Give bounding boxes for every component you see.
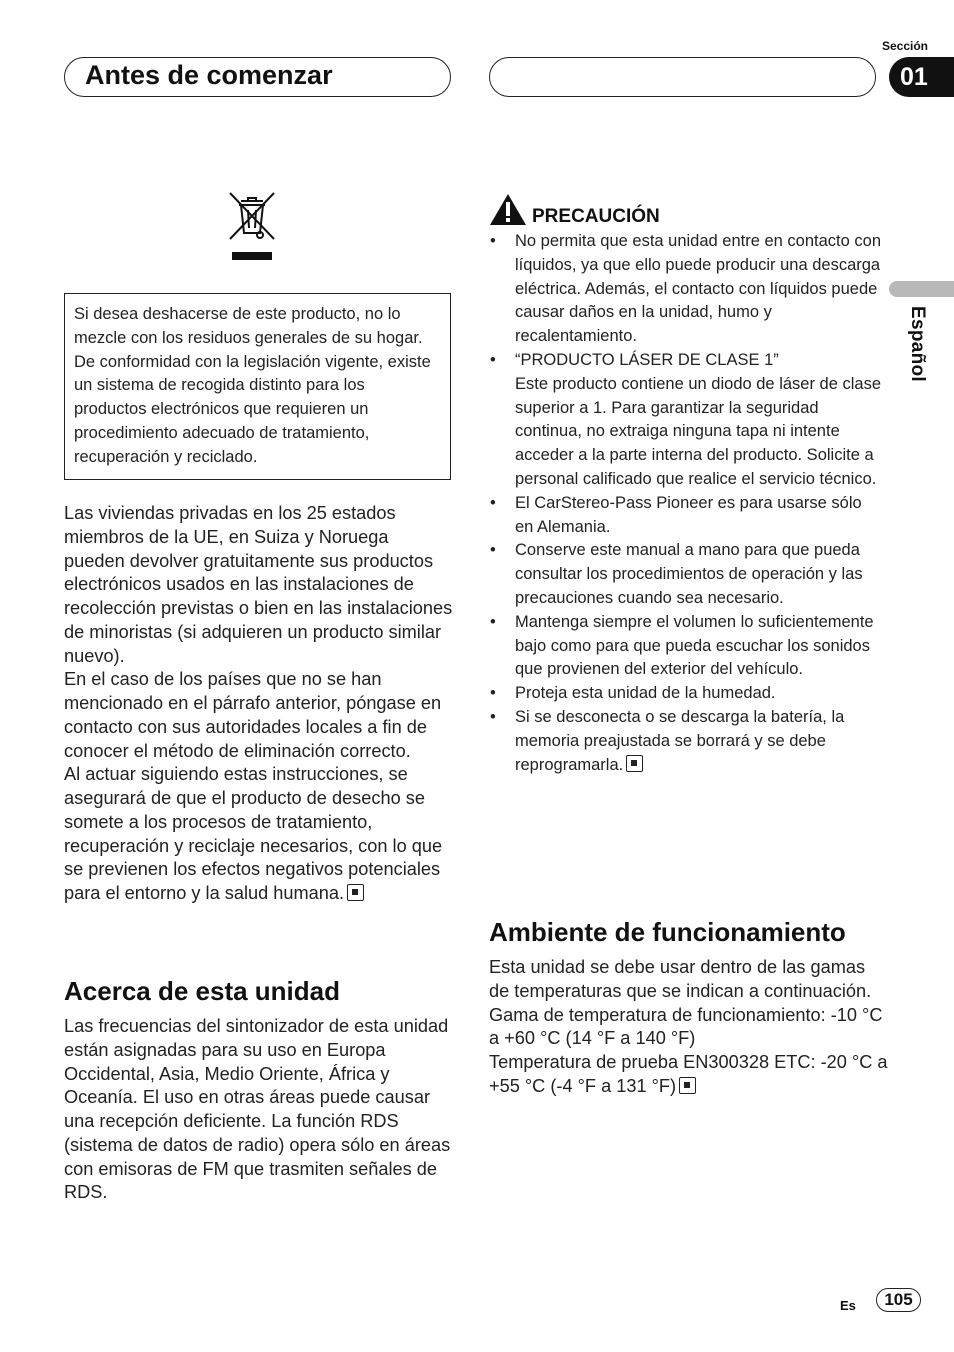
end-of-section-icon	[679, 1077, 696, 1094]
test-temperature-range: Temperatura de prueba EN300328 ETC: -20 °C a +55 °C (-4 °F a 131 °F)	[489, 1052, 888, 1096]
section-number-badge: 01	[889, 57, 954, 97]
caution-item-laser	[489, 349, 884, 492]
caution-item-liquids: • No permita que esta unidad entre en contacto con líquidos, ya que ello puede producir una descarga eléctrica. Además, el contacto con líquidos puede causar daños en la unidad, humo y recalentamiento.	[489, 230, 884, 349]
language-label: Español	[907, 306, 928, 383]
crossed-out-wheeled-bin-icon	[227, 190, 277, 262]
disposal-notice-text: Si desea deshacerse de este producto, no lo mezcle con los residuos generales de su hogar. De conformidad con la legislación vigente, existe un sistema de recogida distinto para los productos electrónicos que requieren un procedimiento adecuado de tratamiento, recuperación y reciclado.	[74, 305, 431, 466]
ambiente-intro: Esta unidad se debe usar dentro de las gamas de temperaturas que se indican a continuación.	[489, 957, 872, 1001]
section-label: Sección	[881, 39, 928, 53]
end-of-section-icon	[347, 884, 364, 901]
caution-item-battery: • Si se desconecta o se descarga la batería, la memoria preajustada se borrará y se debe reprogramarla.	[489, 706, 884, 777]
section-title: Antes de comenzar	[85, 60, 333, 90]
warning-triangle-icon	[489, 193, 527, 226]
section-title-pill	[64, 57, 451, 97]
page-number: 105	[876, 1288, 921, 1312]
acerca-body: Las frecuencias del sintonizador de esta unidad están asignadas para su uso en Europa Occidental, Asia, Medio Oriente, África y Oceanía. El uso en otras áreas puede causar una recepción deficiente. La función RDS (sistema de datos de radio) opera sólo en áreas con emisoras de FM que trasmiten señales de RDS.	[64, 1016, 451, 1203]
laser-class-label: • “PRODUCTO LÁSER DE CLASE 1”	[515, 350, 779, 369]
caution-heading: PRECAUCIÓN	[532, 206, 660, 227]
disposal-information	[64, 502, 454, 906]
disposal-paragraph-3: Al actuar siguiendo estas instrucciones, se asegurará de que el producto de desecho se somete a los procesos de tratamiento, recuperación y reciclaje necesarios, con lo que se previenen los efectos negativos potenciales para el entorno y la salud humana.	[64, 764, 443, 903]
caution-item-keep-manual: • Conserve este manual a mano para que pueda consultar los procedimientos de operación y las precauciones cuando sea necesario.	[489, 539, 884, 610]
ambiente-body	[489, 956, 889, 1099]
caution-item-humidity: • Proteja esta unidad de la humedad.	[489, 682, 884, 706]
caution-item-carstereo-pass: • El CarStereo-Pass Pioneer es para usarse sólo en Alemania.	[489, 492, 884, 540]
page-language-code: Es	[840, 1298, 856, 1313]
disposal-paragraph-2: En el caso de los países que no se han mencionado en el párrafo anterior, póngase en contacto con sus autoridades locales a fin de conocer el método de eliminación correcto.	[64, 669, 442, 761]
ambiente-heading: Ambiente de funcionamiento	[489, 917, 846, 947]
caution-item-volume: • Mantenga siempre el volumen lo suficientemente bajo como para que pueda escuchar los sonidos que provienen del exterior del vehículo.	[489, 611, 884, 682]
language-tab-marker	[889, 281, 954, 297]
disposal-paragraph-1: Las viviendas privadas en los 25 estados miembros de la UE, en Suiza y Noruega pueden devolver gratuitamente sus productos electrónicos usados en las instalaciones de recolección previstas o bien en las instalaciones de minoristas (si adquieren un producto similar nuevo).	[64, 503, 453, 666]
disposal-notice-box	[64, 293, 451, 480]
acerca-heading: Acerca de esta unidad	[64, 976, 340, 1006]
end-of-section-icon	[626, 755, 643, 772]
laser-class-detail: Este producto contiene un diodo de láser de clase superior a 1. Para garantizar la seguridad continua, no extraiga ninguna tapa ni intente acceder a la parte interna del producto. Solicite a personal calificado que realice el servicio técnico.	[515, 374, 881, 488]
caution-list	[489, 230, 884, 777]
header-empty-pill	[489, 57, 876, 97]
operating-temperature-range: Gama de temperatura de funcionamiento: -10 °C a +60 °C (14 °F a 140 °F)	[489, 1004, 883, 1049]
